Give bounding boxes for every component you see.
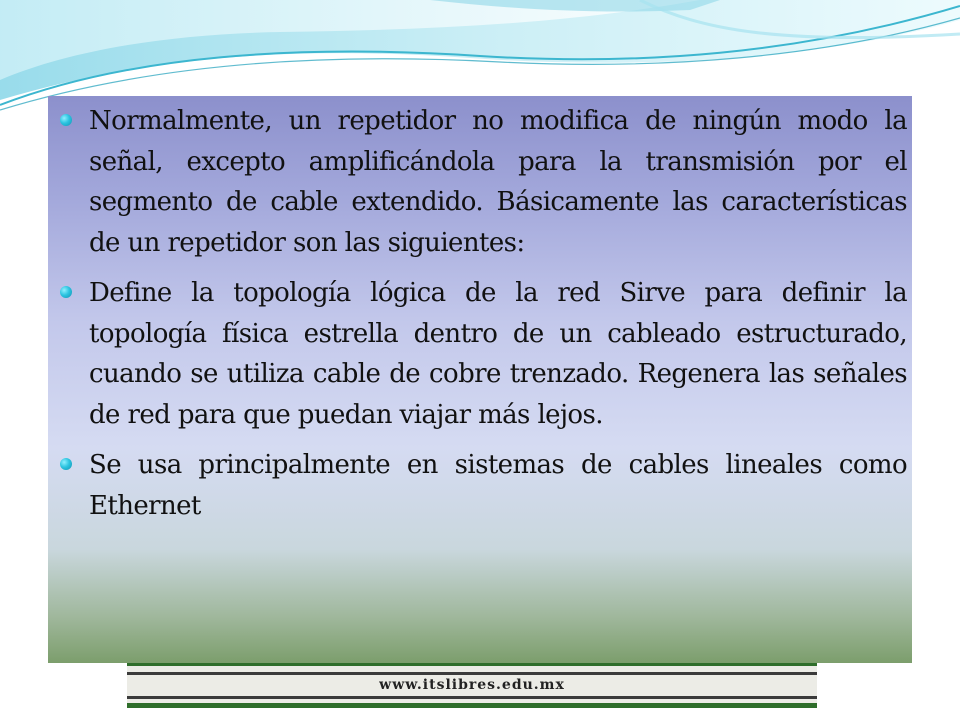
slide-content-box bbox=[48, 96, 912, 663]
footer-stripe bbox=[127, 672, 817, 675]
footer-url: www.itslibres.edu.mx bbox=[379, 677, 565, 693]
bullet-text-1: Normalmente, un repetidor no modifica de ningún modo la señal, excepto amplificándola para la transmisión por el segmento de cable extendido. Básicamente las características de un repetidor son las siguientes: bbox=[89, 106, 907, 258]
bullet-text-3: Se usa principalmente en sistemas de cables lineales como Ethernet bbox=[89, 450, 907, 521]
bullet-item-1 bbox=[89, 101, 907, 263]
circle-bullet-icon bbox=[60, 114, 72, 126]
footer-stripe bbox=[127, 703, 817, 708]
circle-bullet-icon bbox=[60, 286, 72, 298]
footer-banner bbox=[127, 663, 817, 708]
bullet-item-3 bbox=[89, 445, 907, 526]
footer-stripe bbox=[127, 663, 817, 666]
bullet-list bbox=[89, 101, 907, 536]
circle-bullet-icon bbox=[60, 458, 72, 470]
footer-stripe bbox=[127, 696, 817, 699]
bullet-text-2: Define la topología lógica de la red Sirve para definir la topología física estrella dentro de un cableado estructurado, cuando se utiliza cable de cobre trenzado. Regenera las señales de red para que puedan viajar más lejos. bbox=[89, 278, 907, 430]
bullet-item-2 bbox=[89, 273, 907, 435]
